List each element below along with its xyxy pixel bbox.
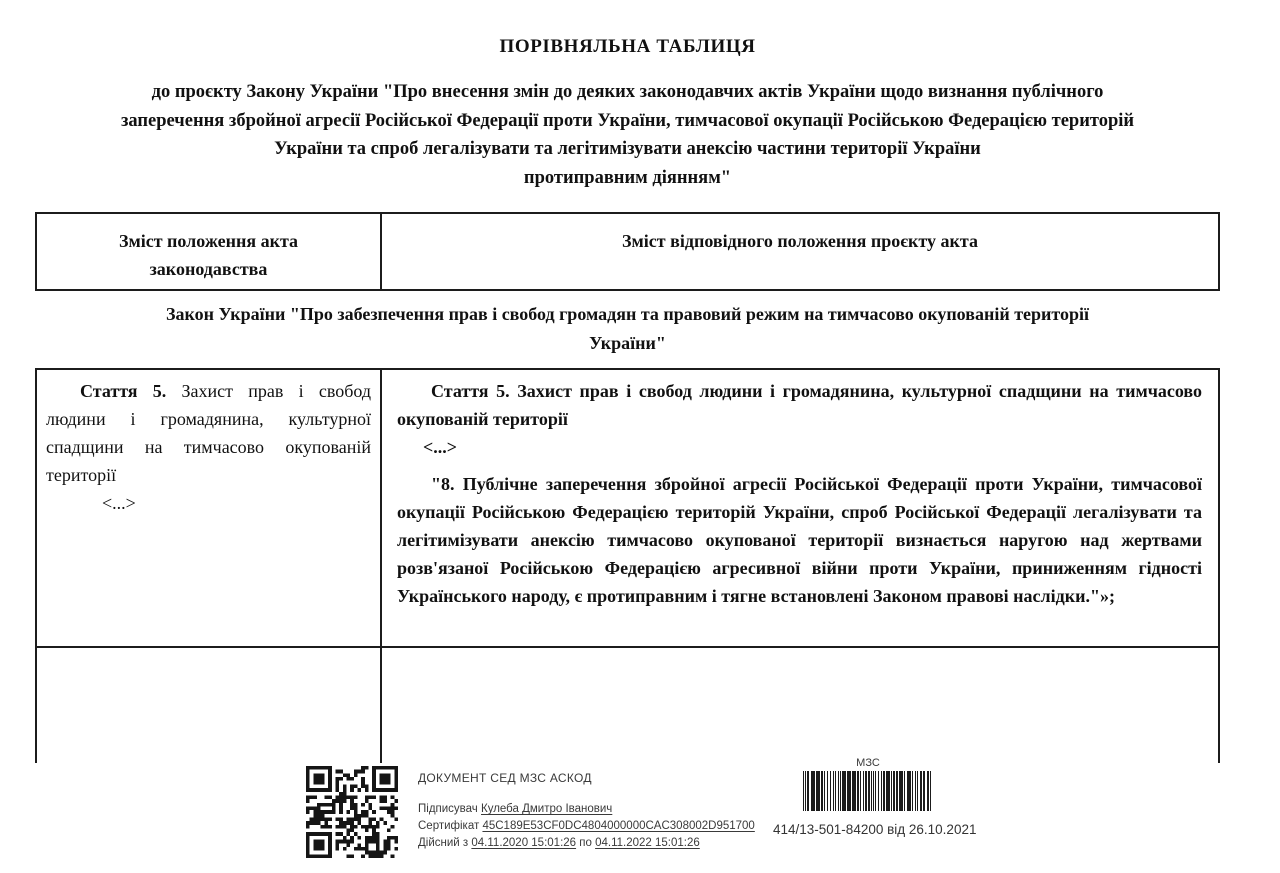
article-title: Стаття 5. Захист прав і свобод людини і громадянина, культурної спадщини на тимчасово окупованій території [397,381,1202,429]
registration-number: 414/13-501-84200 від 26.10.2021 [773,822,977,837]
signer-label: Підписувач [418,803,478,815]
table-header-row [35,212,1220,291]
document-subtitle [35,78,1220,192]
header-cell-draft-act: Зміст відповідного положення проєкту акта [622,231,978,251]
qr-code-icon [306,766,398,858]
page-title: ПОРІВНЯЛЬНА ТАБЛИЦЯ [499,36,756,57]
subtitle-line: протиправним діянням" [523,167,732,188]
barcode-org-label: МЗС [856,757,880,769]
header-cell-current-law: Зміст положення акта законодавства [37,214,382,289]
cell-current-law [37,370,382,646]
registration-barcode-block [773,757,977,837]
signer-name: Кулеба Дмитро Іванович [481,803,613,815]
article-label: Стаття 5. [80,381,167,401]
article-text: Захист прав і свобод людини і громадянина, культурної спадщини на тимчасово окупованій території [46,381,371,485]
certificate-label: Сертифікат [418,820,480,832]
validity-separator: по [579,837,592,849]
subtitle-line: України та спроб легалізувати та легітимізувати анексію частини території України [274,139,981,159]
valid-from: 04.11.2020 15:01:26 [471,837,577,849]
certificate-value: 45C189E53CF0DC4804000000CAC308002D951700 [482,820,755,832]
validity-row [418,835,778,852]
amendment-paragraph: "8. Публічне заперечення збройної агресії Російської Федерації проти України, тимчасової окупації Російською Федерацією територій України, спроб Російської Федерації легалізувати та легітимізувати анексію тимчасово окупованої території визнається наругою над жертвами розв'язаної Російською Федерацією агресивної війни проти України, приниженням гідності Українського народу, є протиправним і тягне встановлені Законом правові наслідки."»; [397,474,1202,606]
subtitle-line: заперечення збройної агресії Російської Федерації проти України, тимчасової окупації Російською Федерацією територій [120,110,1135,131]
subtitle-line: до проєкту Закону України "Про внесення змін до деяких законодавчих актів України щодо визнання публічного [151,82,1104,102]
section-line: України" [589,333,666,353]
table-section-row [35,291,1220,370]
table-row [35,370,1220,648]
digital-signature-block [418,770,778,852]
signer-row [418,801,778,818]
cell-draft-act [382,370,1218,646]
section-line: Закон України "Про забезпечення прав і свобод громадян та правовий режим на тимчасово окупованій території [165,304,1090,324]
comparison-table [35,212,1220,763]
certificate-row [418,818,778,835]
barcode-icon [803,771,933,811]
empty-cell-right [382,648,1218,763]
empty-cell-left [37,648,382,763]
omission-mark: <...> [102,493,136,513]
omission-mark: <...> [423,437,458,457]
validity-prefix: Дійсний з [418,837,469,849]
table-empty-row [35,648,1220,763]
signature-system-label: ДОКУМЕНТ СЕД МЗС АСКОД [418,771,592,785]
article-paragraph [46,377,371,489]
valid-to: 04.11.2022 15:01:26 [595,837,700,849]
